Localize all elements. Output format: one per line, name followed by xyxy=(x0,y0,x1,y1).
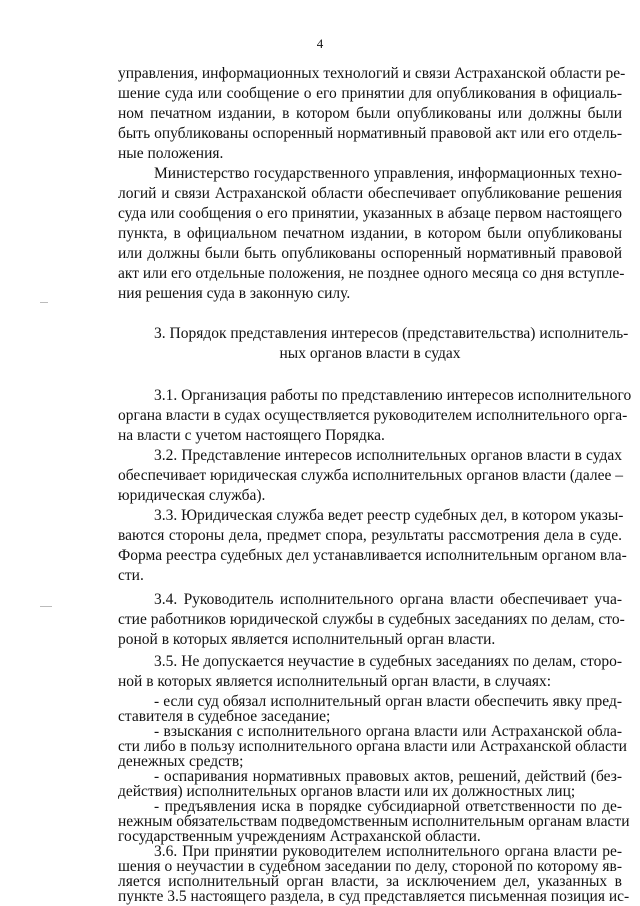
section-heading: ных органов власти в судах xyxy=(279,345,461,362)
text-line: 3.2. Представление интересов исполнительных органов власти в судах xyxy=(154,447,622,464)
text-line: быть опубликованы оспоренный нормативный правовой акт или его отдель- xyxy=(118,125,622,142)
text-line: 3.6. При принятии руководителем исполнительного органа власти ре- xyxy=(154,843,622,860)
text-line: ставителя в судебное заседание; xyxy=(118,708,331,725)
text-line: сти либо в пользу исполнительного органа власти или Астраханской области xyxy=(118,738,627,755)
text-line: государственным учреждениям Астраханской области. xyxy=(118,828,481,845)
page-number: 4 xyxy=(316,36,324,51)
text-line: пункте 3.5 настоящего раздела, в суд представляется письменная позиция ис- xyxy=(118,888,630,905)
text-line: 3.5. Не допускается неучастие в судебных заседаниях по делам, сторо- xyxy=(154,653,622,670)
section-heading: 3. Порядок представления интересов (представительства) исполнитель- xyxy=(154,325,629,342)
text-line: роной в которых является исполнительный орган власти. xyxy=(118,631,496,648)
text-line: стие работников юридической службы в судебных заседаниях по делам, сто- xyxy=(118,611,625,628)
text-line: сти. xyxy=(118,567,144,584)
text-line: акт или его отдельные положения, не позднее одного месяца со дня вступле- xyxy=(118,265,625,282)
text-line: - оспаривания нормативных правовых актов, решений, действий (без- xyxy=(154,768,622,785)
text-line: юридическая служба). xyxy=(118,487,266,504)
text-line: шения о неучастии в судебном заседании по делу, стороной по которому яв- xyxy=(118,858,622,875)
text-line: денежных средств; xyxy=(118,753,244,770)
text-line: ваются стороны дела, предмет спора, результаты рассмотрения дела в суде. xyxy=(118,527,622,544)
text-line: суда или сообщения о его принятии, указанных в абзаце первом настоящего xyxy=(118,205,622,222)
text-line: логий и связи Астраханской области обеспечивает опубликование решения xyxy=(118,185,622,202)
text-line: ляется исполнительный орган власти, за исключением дел, указанных в xyxy=(118,873,622,890)
text-line: ной в которых является исполнительный орган власти, в случаях: xyxy=(118,673,552,690)
text-line: нежным обязательствам подведомственным исполнительным органам власти xyxy=(118,813,630,830)
text-line: Форма реестра судебных дел устанавливается исполнительным органом вла- xyxy=(118,547,627,564)
text-line: - если суд обязал исполнительный орган власти обеспечить явку пред- xyxy=(154,693,622,710)
text-line: Министерство государственного управления, информационных техно- xyxy=(154,165,622,182)
text-line: пункта, в официальном печатном издании, в котором были опубликованы xyxy=(118,225,622,242)
text-line: 3.1. Организация работы по представлению интересов исполнительного xyxy=(154,387,632,404)
text-line: или должны были быть опубликованы оспоренный нормативный правовой xyxy=(118,245,622,262)
text-line: ные положения. xyxy=(118,145,224,162)
text-line: ном печатном издании, в котором были опубликованы или должны были xyxy=(118,105,622,122)
text-line: 3.3. Юридическая служба ведет реестр судебных дел, в котором указы- xyxy=(154,507,624,524)
text-line: на власти с учетом настоящего Порядка. xyxy=(118,427,385,444)
text-line: - предъявления иска в порядке субсидиарной ответственности по де- xyxy=(154,798,622,815)
text-line: шение суда или сообщение о его принятии для опубликования в официаль- xyxy=(118,85,622,102)
text-line: управления, информационных технологий и связи Астраханской области ре- xyxy=(118,65,626,82)
text-line: действия) исполнительных органов власти или их должностных лиц; xyxy=(118,783,576,800)
text-line: органа власти в судах осуществляется руководителем исполнительного орга- xyxy=(118,407,628,424)
text-line: обеспечивает юридическая служба исполнительных органов власти (далее – xyxy=(118,467,624,484)
scan-mark xyxy=(40,302,48,303)
text-line: ния решения суда в законную силу. xyxy=(118,285,351,302)
text-line: - взыскания с исполнительного органа власти или Астраханской обла- xyxy=(154,723,622,740)
text-line: 3.4. Руководитель исполнительного органа власти обеспечивает уча- xyxy=(154,591,622,608)
scan-mark xyxy=(40,606,52,607)
